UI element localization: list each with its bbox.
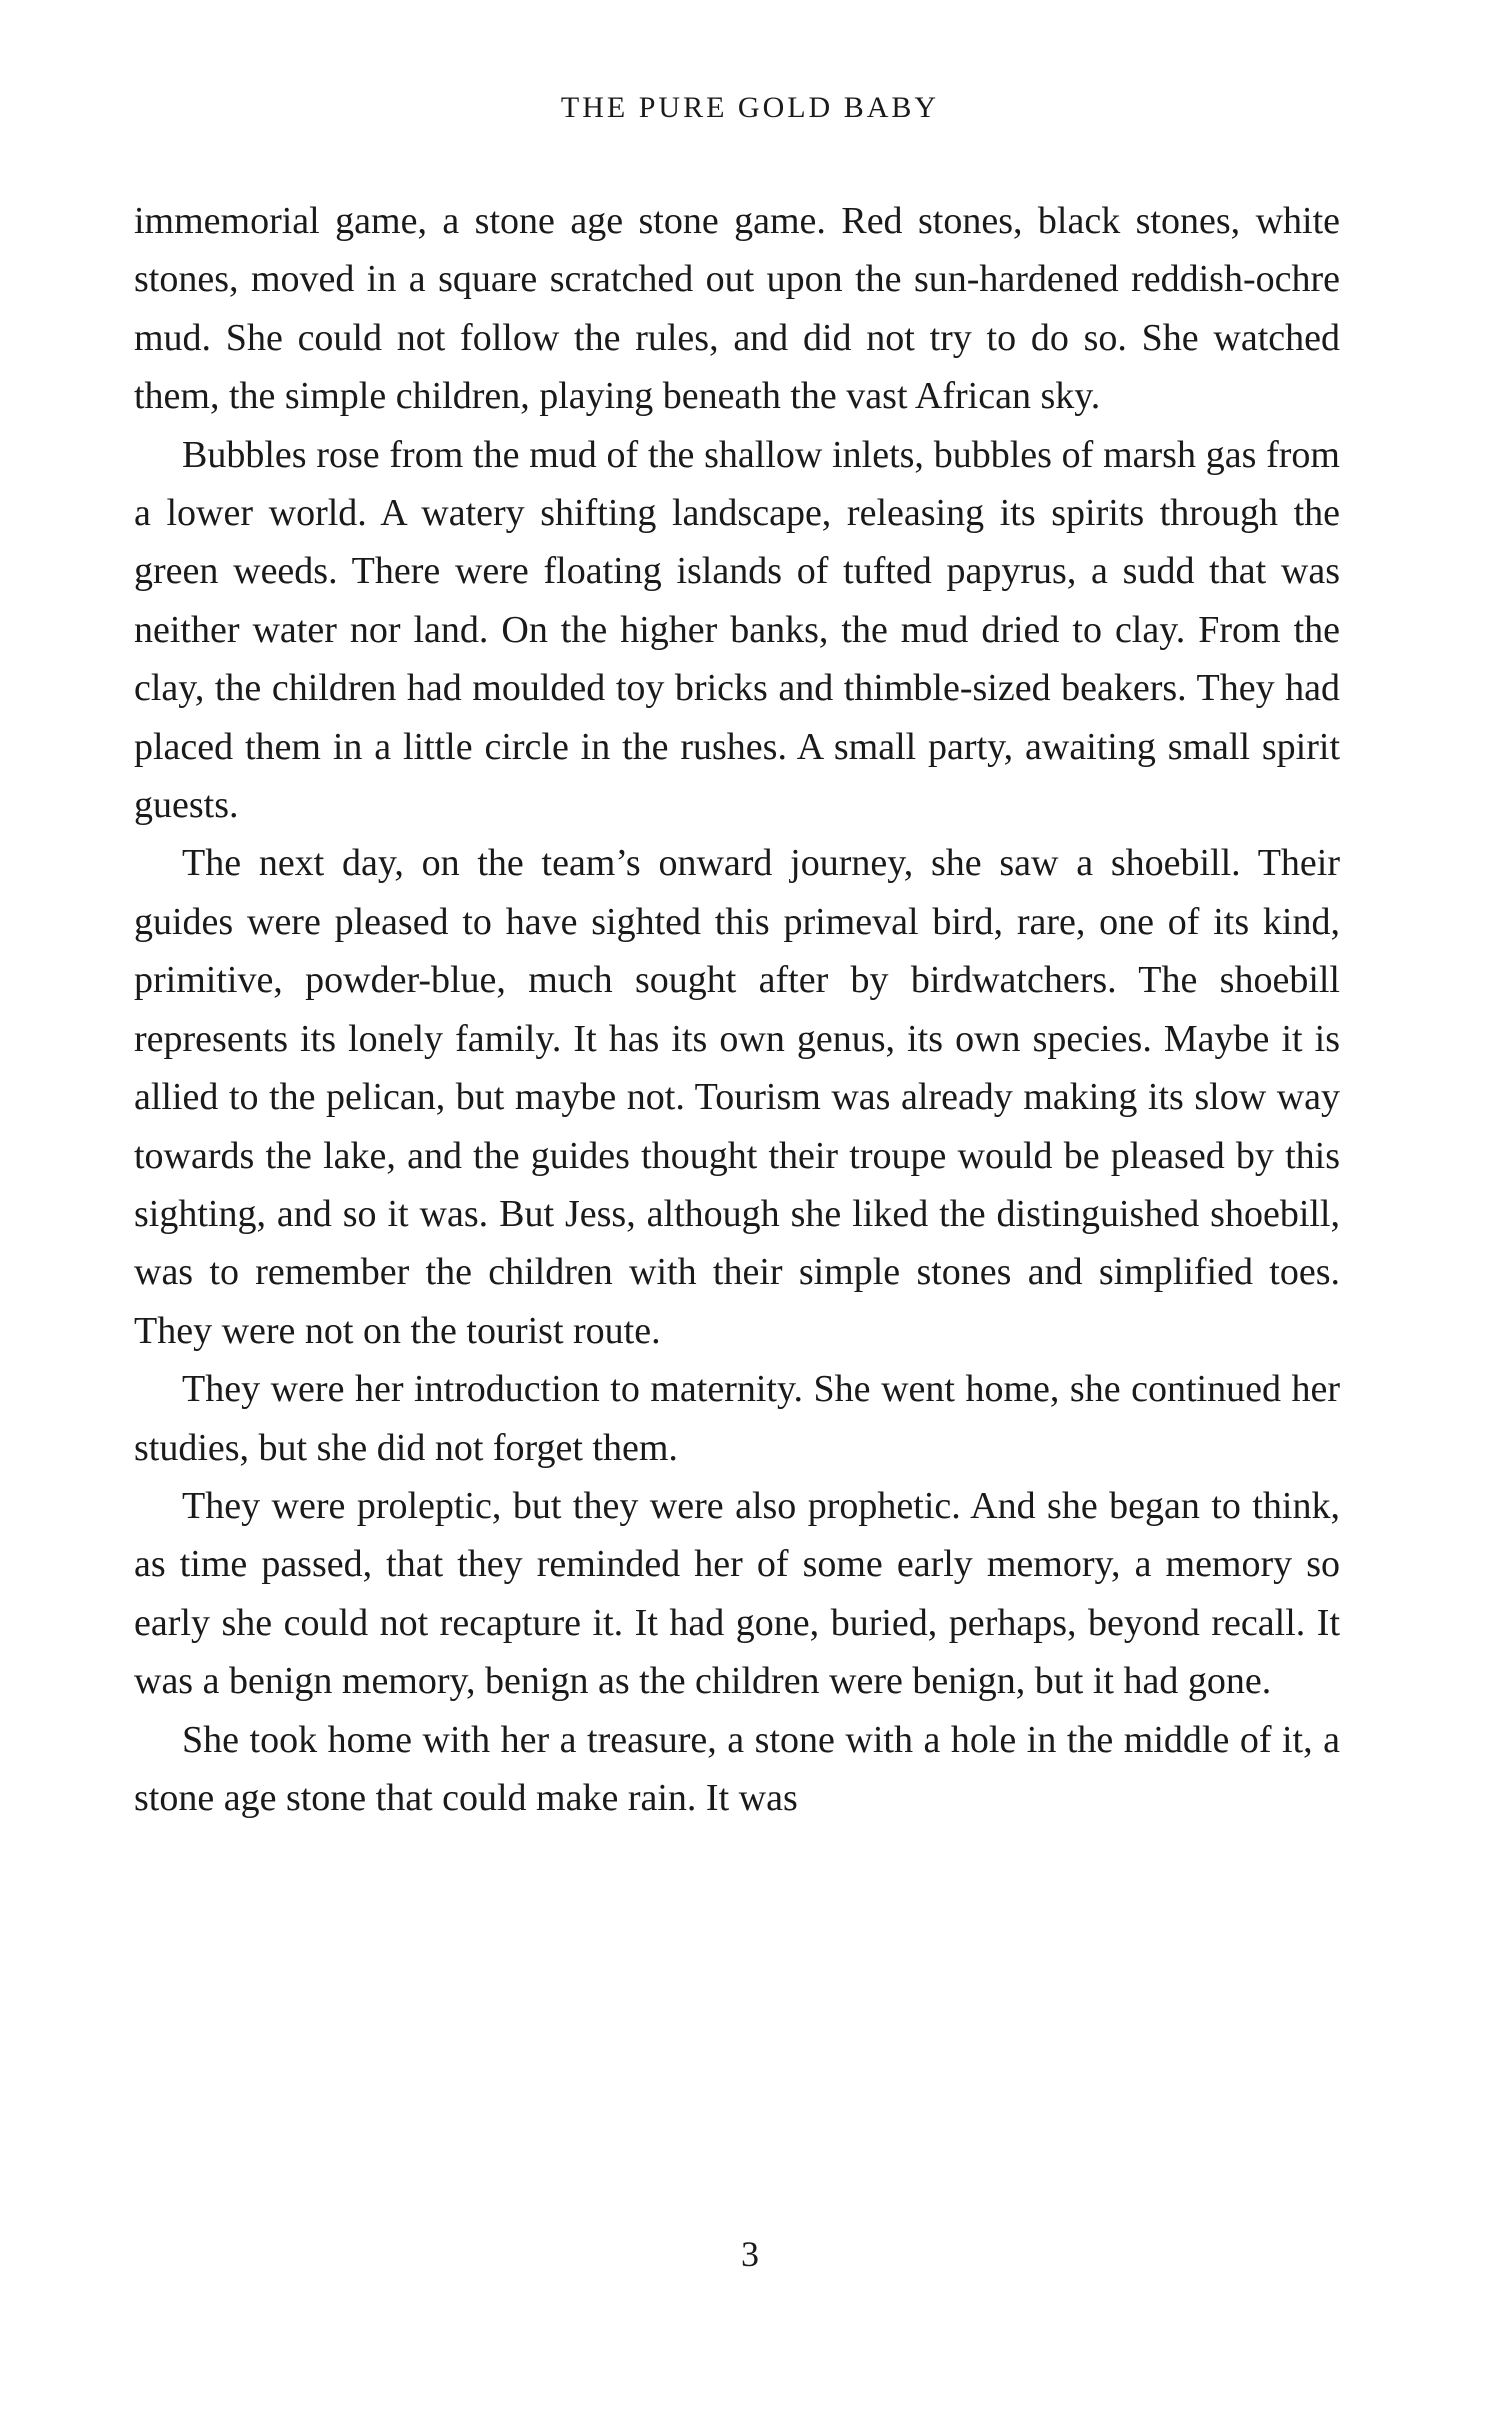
page-number: 3 — [741, 2234, 759, 2274]
paragraph: She took home with her a treasure, a stone with a hole in the middle of it, a stone age stone that could make rain. It was — [134, 1718, 1340, 1819]
paragraph: Bubbles rose from the mud of the shallow inlets, bubbles of marsh gas from a lower world. A watery shifting landscape, releasing its spirits through the green weeds. There were floating islands of tufted papyrus, a sudd that was neither water nor land. On the higher banks, the mud dried to clay. From the clay, the children had moulded toy bricks and thimble-sized beakers. They had placed them in a little circle in the rushes. A small party, awaiting small spirit guests. — [134, 433, 1340, 827]
paragraph: They were proleptic, but they were also prophetic. And she began to think, as time passed, that they reminded her of some early memory, a memory so early she could not recapture it. It had gone, buried, perhaps, beyond recall. It was a benign memory, benign as the children were benign, but it had gone. — [134, 1484, 1340, 1703]
body-text — [134, 192, 1340, 1827]
paragraph: The next day, on the team’s onward journey, she saw a shoebill. Their guides were pleased to have sighted this primeval bird, rare, one of its kind, primitive, powder-blue, much sought after by birdwatchers. The shoebill represents its lonely family. It has its own genus, its own species. Maybe it is allied to the pelican, but maybe not. Tourism was already making its slow way towards the lake, and the guides thought their troupe would be pleased by this sighting, and so it was. But Jess, although she liked the distinguished shoebill, was to remember the children with their simple stones and simplified toes. They were not on the tourist route. — [134, 842, 1340, 1352]
paragraph: They were her introduction to maternity. She went home, she continued her studies, but she did not forget them. — [134, 1368, 1340, 1469]
running-head: THE PURE GOLD BABY — [560, 91, 940, 124]
paragraph: immemorial game, a stone age stone game. Red stones, black stones, white stones, moved in a square scratched out upon the sun-hardened reddish-ochre mud. She could not follow the rules, and did not try to do so. She watched them, the simple children, playing beneath the vast African sky. — [134, 200, 1340, 418]
